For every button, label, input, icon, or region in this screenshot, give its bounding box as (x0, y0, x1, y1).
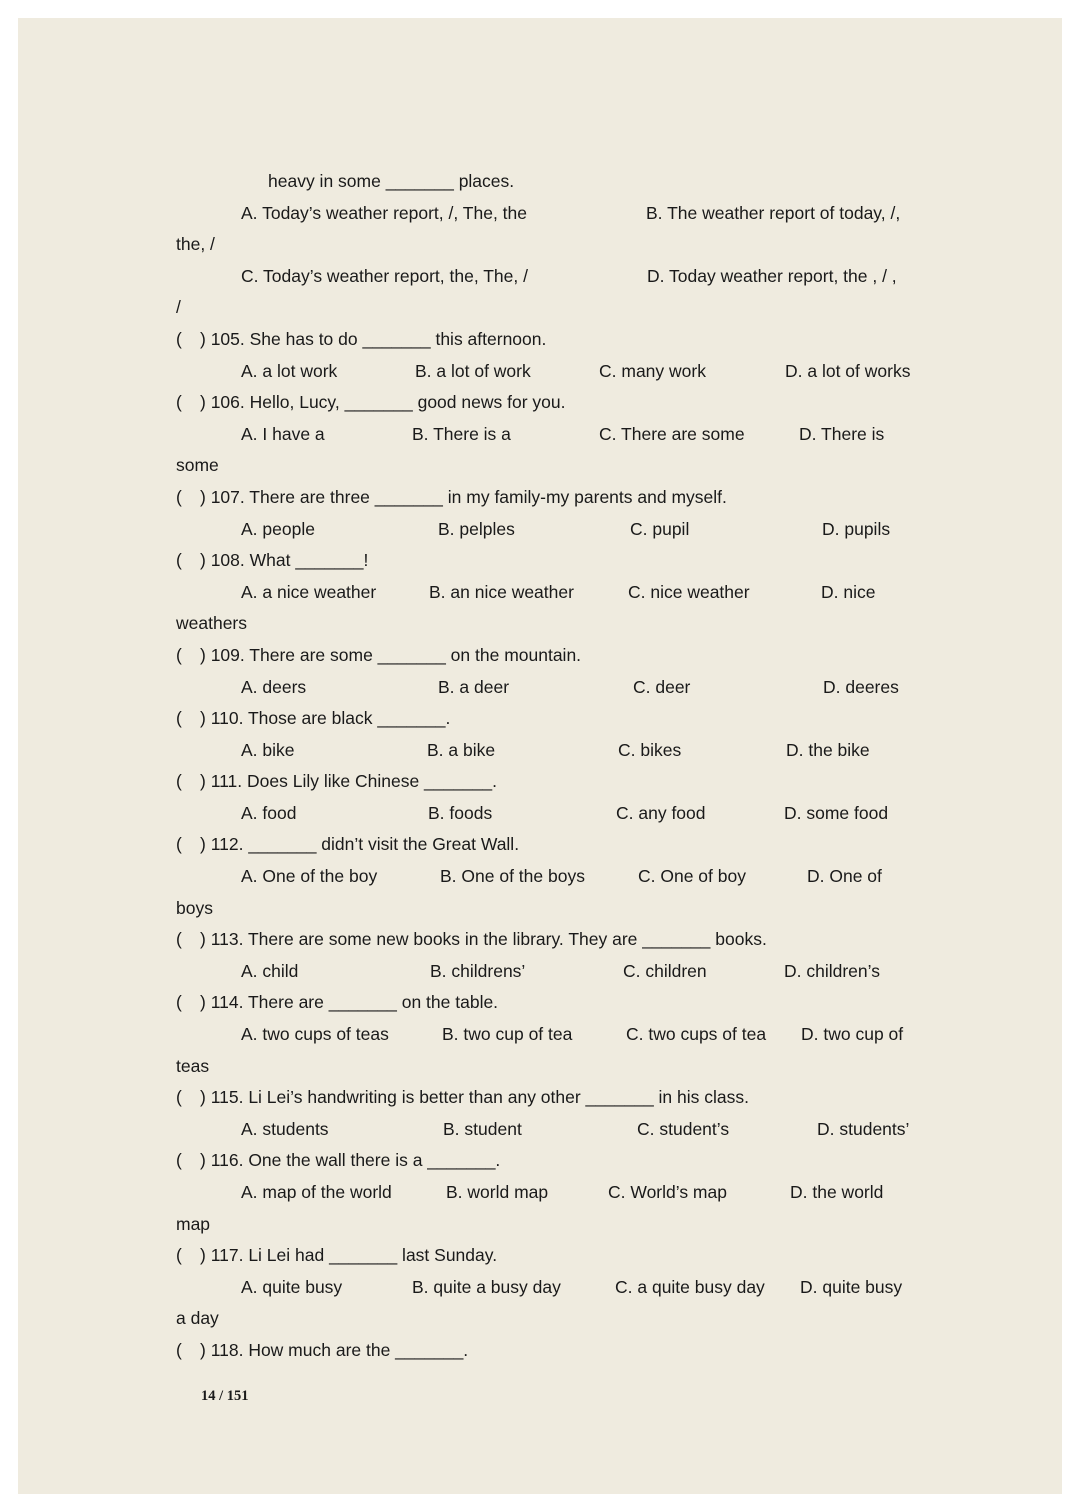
option-b: B. world map (446, 1182, 549, 1202)
option-d: D. the bike (786, 739, 870, 760)
page-number: 14 / 151 (201, 1388, 249, 1404)
options-115 (176, 1114, 916, 1146)
option-c: C. pupil (630, 518, 690, 539)
answer-blank[interactable]: ( (176, 1245, 182, 1266)
options-116 (176, 1177, 916, 1209)
question-118 (176, 1335, 916, 1367)
option-wrap: some (176, 455, 219, 476)
options-110 (176, 735, 916, 767)
question-109 (176, 640, 916, 672)
options-109 (176, 672, 916, 704)
question-105 (176, 324, 916, 356)
option-d: D. pupils (822, 518, 891, 539)
question-106 (176, 387, 916, 419)
question-110 (176, 703, 916, 735)
option-b: B. There is a (412, 423, 511, 444)
question-114 (176, 987, 916, 1019)
question-stem: ) 108. What _______! (200, 550, 369, 571)
option-a: A. quite busy (241, 1276, 343, 1297)
option-a: A. a lot work (241, 360, 338, 381)
answer-blank[interactable]: ( (176, 392, 182, 413)
option-b: B. student (443, 1118, 522, 1139)
answer-blank[interactable]: ( (176, 929, 182, 950)
question-stem: ) 118. How much are the _______. (200, 1339, 469, 1360)
answer-blank[interactable]: ( (176, 1150, 182, 1171)
question-117 (176, 1240, 916, 1272)
option-b: B. an nice weather (429, 581, 574, 602)
options-106 (176, 419, 916, 451)
option-d: D. a lot of works (785, 360, 911, 381)
option-c: C. children (623, 960, 707, 981)
option-b: B. a deer (438, 676, 510, 697)
answer-blank[interactable]: ( (176, 550, 182, 571)
option-b-wrap: the, / (176, 234, 215, 255)
option-d: D. deeres (823, 676, 899, 697)
option-a: A. people (241, 518, 315, 539)
question-stem: ) 109. There are some _______ on the mountain. (200, 644, 582, 665)
option-wrap: weathers (176, 613, 248, 634)
option-c: C. student’s (637, 1118, 730, 1139)
options-112 (176, 861, 916, 893)
question-112 (176, 829, 916, 861)
question-stem: ) 115. Li Lei’s handwriting is better than any other _______ in his class. (200, 1087, 749, 1108)
question-stem: ) 116. One the wall there is a _______. (200, 1150, 501, 1171)
option-d: D. There is (799, 423, 885, 444)
options-107 (176, 514, 916, 546)
option-b: B. foods (428, 802, 493, 823)
continuation-options-row-1 (176, 198, 916, 230)
option-d: D. the world (790, 1182, 884, 1202)
options-117 (176, 1272, 916, 1304)
question-115 (176, 1082, 916, 1114)
question-108 (176, 545, 916, 577)
option-c: C. Today’s weather report, the, The, / (241, 265, 528, 286)
option-d: D. One of (807, 866, 882, 887)
answer-blank[interactable]: ( (176, 486, 182, 507)
question-stem: ) 111. Does Lily like Chinese _______. (200, 771, 498, 792)
option-c: C. World’s map (608, 1182, 727, 1202)
document-page (18, 18, 1062, 1494)
continuation-stem: heavy in some _______ places. (268, 171, 515, 191)
option-b: B. pelples (438, 518, 515, 539)
option-b: B. a bike (427, 739, 496, 760)
option-wrap: map (176, 1213, 211, 1234)
option-b: B. quite a busy day (412, 1276, 561, 1297)
option-wrap: boys (176, 897, 213, 918)
option-b: B. two cup of tea (442, 1024, 573, 1045)
option-c: C. bikes (618, 739, 682, 760)
answer-blank[interactable]: ( (176, 1339, 182, 1360)
continuation-options-row-2 (176, 261, 916, 293)
option-c: C. any food (616, 802, 706, 823)
option-d-wrap: / (176, 297, 181, 318)
question-stem: ) 110. Those are black _______. (200, 708, 451, 729)
option-c: C. two cups of tea (626, 1024, 767, 1045)
answer-blank[interactable]: ( (176, 992, 182, 1013)
option-wrap: teas (176, 1055, 210, 1076)
option-b: B. childrens’ (430, 960, 526, 981)
question-stem: ) 113. There are some new books in the library. They are _______ books. (200, 929, 767, 950)
option-b: B. The weather report of today, /, (646, 202, 901, 223)
option-c: C. nice weather (628, 581, 750, 602)
option-d: D. nice (821, 581, 876, 602)
option-a: A. Today’s weather report, /, The, the (241, 202, 527, 223)
option-b: B. One of the boys (440, 866, 585, 887)
option-a: A. a nice weather (241, 581, 377, 602)
answer-blank[interactable]: ( (176, 834, 182, 855)
question-list (176, 166, 916, 1367)
question-113 (176, 924, 916, 956)
answer-blank[interactable]: ( (176, 771, 182, 792)
option-a: A. students (241, 1118, 329, 1139)
answer-blank[interactable]: ( (176, 328, 182, 349)
option-a: A. deers (241, 676, 307, 697)
question-stem: ) 114. There are _______ on the table. (200, 992, 499, 1013)
question-stem: ) 106. Hello, Lucy, _______ good news for you. (200, 392, 566, 413)
options-105 (176, 356, 916, 388)
option-d: D. children’s (784, 960, 880, 981)
option-d: D. some food (784, 802, 889, 823)
option-c: C. a quite busy day (615, 1276, 765, 1297)
option-a: A. One of the boy (241, 866, 378, 887)
question-107 (176, 482, 916, 514)
option-a: A. two cups of teas (241, 1024, 389, 1045)
options-108 (176, 577, 916, 609)
option-b: B. a lot of work (415, 360, 531, 381)
option-d: D. Today weather report, the , / , (647, 265, 897, 286)
option-c: C. There are some (599, 423, 745, 444)
option-d: D. quite busy (800, 1276, 903, 1297)
answer-blank[interactable]: ( (176, 644, 182, 665)
option-a: A. food (241, 802, 297, 823)
options-111 (176, 798, 916, 830)
question-stem: ) 117. Li Lei had _______ last Sunday. (200, 1245, 498, 1266)
question-stem: ) 107. There are three _______ in my family-my parents and myself. (200, 486, 727, 507)
option-d: D. students’ (817, 1118, 910, 1139)
question-116 (176, 1145, 916, 1177)
answer-blank[interactable]: ( (176, 708, 182, 729)
question-stem: ) 105. She has to do _______ this afternoon. (200, 328, 547, 349)
answer-blank[interactable]: ( (176, 1087, 182, 1108)
option-c: C. One of boy (638, 866, 746, 887)
option-c: C. many work (599, 360, 706, 381)
option-a: A. bike (241, 739, 295, 760)
question-stem: ) 112. _______ didn’t visit the Great Wall. (200, 834, 520, 855)
options-113 (176, 956, 916, 988)
option-a: A. map of the world (241, 1182, 392, 1202)
option-a: A. child (241, 960, 299, 981)
question-111 (176, 766, 916, 798)
option-wrap: a day (176, 1308, 219, 1329)
option-a: A. I have a (241, 423, 325, 444)
option-c: C. deer (633, 676, 691, 697)
options-114 (176, 1019, 916, 1051)
option-d: D. two cup of (801, 1024, 904, 1045)
